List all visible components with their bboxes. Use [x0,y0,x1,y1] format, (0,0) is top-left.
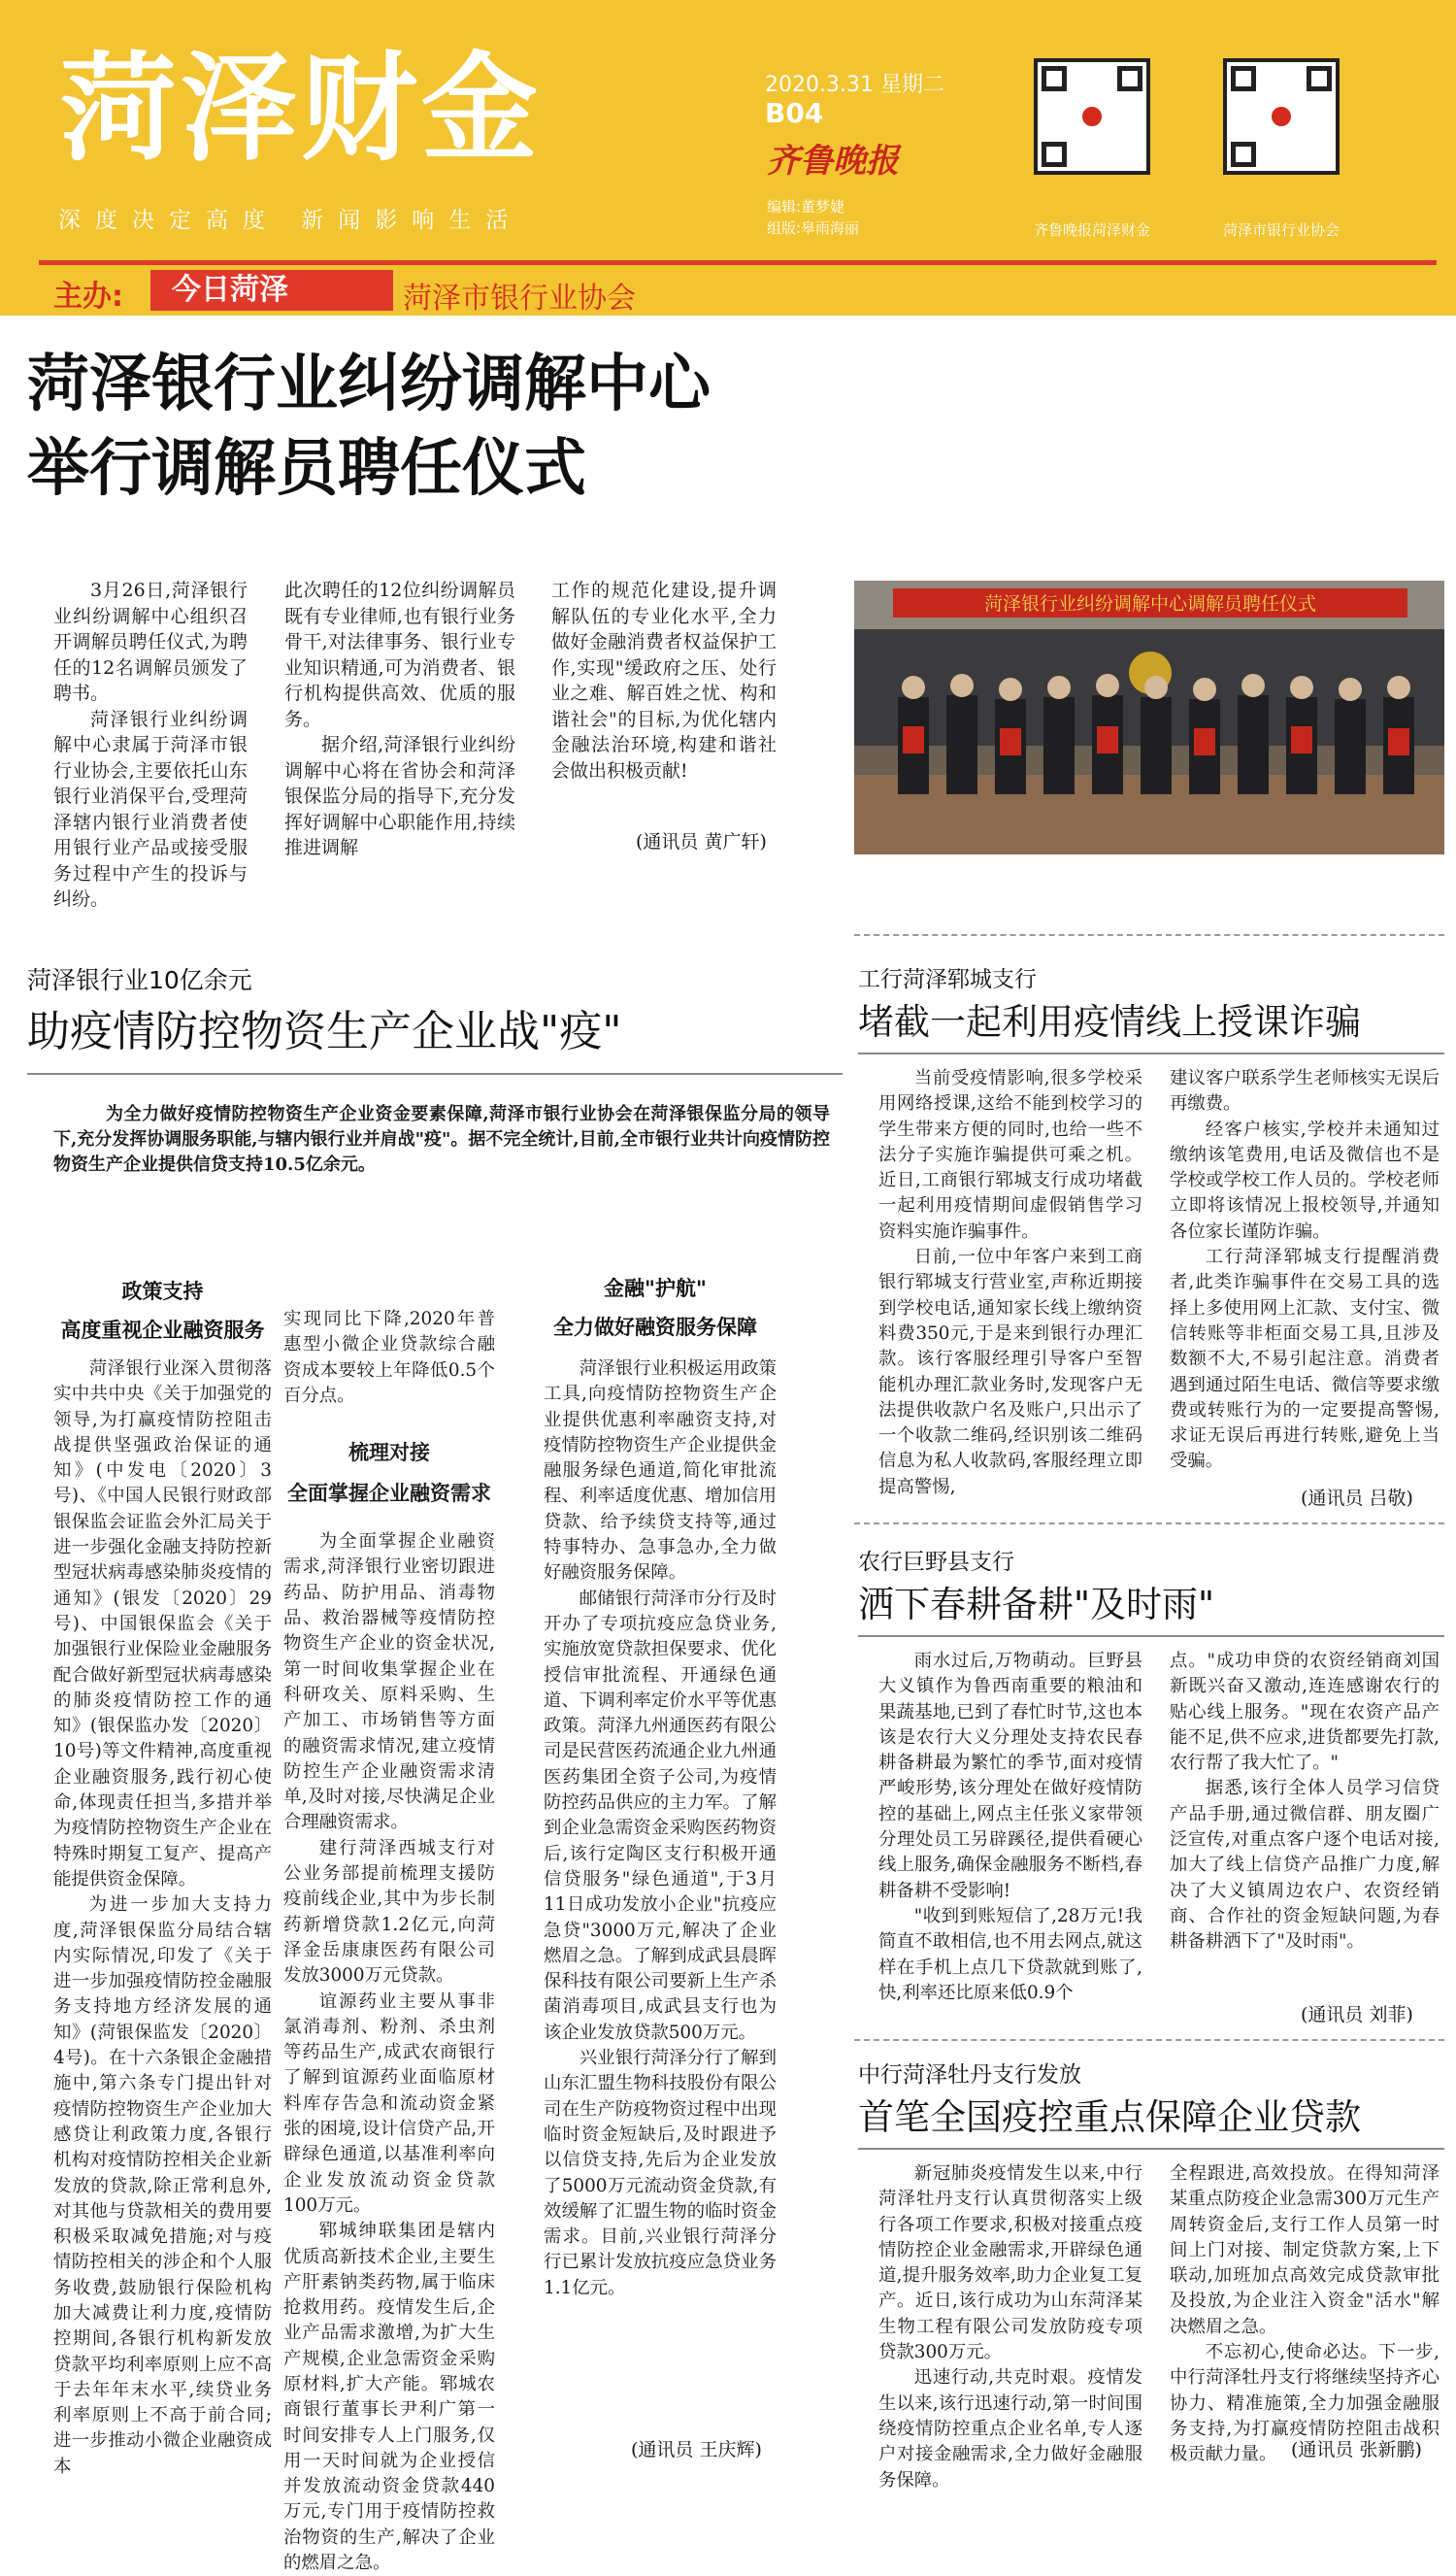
article1-column-3: 工作的规范化建设,提升调解队伍的专业化水平,全力做好金融消费者权益保护工作,实现"缓政府之压、处行业之难、解百姓之忧、构和谐社会"的目标,为优化辖内金融法治环境,构建和谐社会做出积极贡献! [551,580,777,782]
article3-kicker: 工行菏泽郓城支行 [858,967,1037,992]
article2-headline: 助疫情防控物资生产企业战"疫" [27,1007,622,1056]
article3-column-1: 当前受疫情影响,很多学校采用网络授课,这给不能到校学习的学生带来方便的同时,也给一些不法分子实施诈骗提供可乘之机。近日,工商银行郓城支行成功堵截一起利用疫情期间虚假销售学习资料实施诈骗事件。 日前,一位中年客户来到工商银行郓城支行营业室,声称近期接到学校电话,通知家长线上缴纳资料费350元,于是来到银行办理汇款。该行客服经理引导客户至智能机办理汇款业务时,发现客户无法提供收款户名及账户,只出示了一个收款二维码,经识别该二维码信息为私人收款码,客服经理立即提高警惕, [878,1068,1142,1497]
article2-section2-title-1: 梳理对接 [348,1441,430,1465]
article3-headline: 堵截一起利用疫情线上授课诈骗 [858,1001,1361,1043]
article2-column-2: 实现同比下降,2020年普惠型小微企业贷款综合融资成本要较上年降低0.5个百分点。 梳理对接 全面掌握企业融资需求 为全面掌握企业融资需求,菏泽银行业密切跟进药品、防护用品、消毒物品、救治器械等疫情防控物资生产企业的资金状况,第一时间收集掌握企业在科研攻关、原料采购、生产加工、市场销售等方面的融资需求情况,建立疫情防控生产企业融资需求清单,及时对接,尽快满足企业合理融资需求。 建行菏泽西城支行对公业务部提前梳理支援防疫前线企业,其中为步长制药新增贷款1.2亿元,向菏泽金岳康康医药有限公司发放3000万元贷款。 谊源药业主要从事非氯消毒剂、粉剂、杀虫剂等药品生产,成武农商银行了解到谊源药业面临原材料库存告急和流动资金紧张的困境,设计信贷产品,开辟绿色通道,以基准利率向企业发放流动资金贷款100万元。 郓城绅联集团是辖内优质高新技术企业,主要生产肝素钠类药物,属于临床抢救用药。疫情发生后,企业产品需求激增,为扩大生产规模,企业急需资金采购原材料,扩大产能。郓城农商银行董事长尹利广第一时间安排专人上门服务,仅用一天时间就为企业授信并发放流动资金贷款440万元,专门用于疫情防控救治物资的生产,解决了企业的燃眉之急。 [283,1309,495,2574]
layout-name: 组版:皋雨海丽 [767,219,860,237]
article3-column-2: 建议客户联系学生老师核实无误后再缴费。 经客户核实,学校并未通知过缴纳该笔费用,电话及微信也不是学校或学校工作人员的。学校老师立即将该情况上报校领导,并通知各位家长谨防诈骗。 工行菏泽郓城支行提醒消费者,此类诈骗事件在交易工具的选择上多使用网上汇款、支付宝、微信转账等非柜面交易工具,且涉及数额不大,不易引起注意。消费者遇到通过陌生电话、微信等要求缴费或转账行为的一定要提高警惕,求证无误后再进行转账,避免上当受骗。 [1170,1068,1439,1472]
article5-credit: (通讯员 张新鹏) [1291,2439,1422,2460]
masthead-slogan: 深度决定高度 新闻影响生活 [58,208,523,233]
host-logo: 今日菏泽 [150,270,393,311]
host-association: 菏泽市银行业协会 [403,282,636,316]
paper-name: 齐鲁晚报 [767,142,899,181]
qr-code-icon [1223,58,1340,175]
ceremony-photo-graphic [854,581,1444,854]
article1-headline-line2: 举行调解员聘任仪式 [27,433,586,505]
article5-column-1: 新冠肺炎疫情发生以来,中行菏泽牡丹支行认真贯彻落实上级行各项工作要求,积极对接重点疫情防控企业金融需求,开辟绿色通道,提升服务效率,助力企业复工复产。近日,该行成功为山东菏泽某生物工程有限公司发放防疫专项贷款300万元。 迅速行动,共克时艰。疫情发生以来,该行迅速行动,第一时间围绕疫情防控重点企业名单,专人逐户对接金融需求,全力做好金融服务保障。 [878,2163,1142,2491]
issue-date: 2020.3.31 星期二 [765,73,944,97]
article4-kicker: 农行巨野县支行 [858,1550,1014,1575]
qr1-caption: 齐鲁晚报菏泽财金 [1033,221,1150,239]
divider [858,2148,1444,2150]
article5-column-2: 全程跟进,高效投放。在得知菏泽某重点防疫企业急需300万元生产周转资金后,支行工作人员第一时间上门对接、制定贷款方案,上下联动,加班加点高效完成贷款审批及投放,为企业注入资金"活水"解决燃眉之急。 不忘初心,使命必达。下一步,中行菏泽牡丹支行将继续坚持齐心协力、精准施策,全力加强金融服务支持,为打赢疫情防控阻击战积极贡献力量。 [1170,2163,1439,2465]
article2-section1-title: 政策支持 高度重视企业融资服务 [60,1280,265,1342]
article5-kicker: 中行菏泽牡丹支行发放 [858,2062,1081,2088]
ceremony-photo [854,581,1444,854]
article1-credit: (通讯员 黄广轩) [636,831,767,853]
article3-credit: (通讯员 吕敬) [1301,1488,1413,1509]
divider [858,1053,1444,1054]
divider [854,2039,1444,2041]
article4-column-2: 点。"成功申贷的农资经销商刘国新既兴奋又激动,连连感谢农行的贴心线上服务。"现在农资产品产能不足,供不应求,进货都要先打款,农行帮了我大忙了。" 据悉,该行全体人员学习信贷产品手册,通过微信群、朋友圈广泛宣传,对重点客户逐个电话对接,加大了线上信贷产品推广力度,解决了大义镇周边农户、农资经销商、合作社的资金短缺问题,为春耕备耕洒下了"及时雨"。 [1170,1651,1439,1953]
divider [854,1522,1444,1524]
article5-headline: 首笔全国疫控重点保障企业贷款 [858,2096,1361,2138]
photo-banner-text: 菏泽银行业纠纷调解中心调解员聘任仪式 [983,593,1317,615]
article4-headline: 洒下春耕备耕"及时雨" [858,1584,1215,1625]
host-label: 主办: [53,280,123,314]
divider [854,934,1444,936]
article2-column-3: 菏泽银行业积极运用政策工具,向疫情防控物资生产企业提供优惠利率融资支持,对疫情防控物资生产企业提供金融服务绿色通道,简化审批流程、利率适度优惠、增加信用贷款、给予续贷支持等,通过特事特办、急事急办,全力做好融资服务保障。 邮储银行菏泽市分行及时开办了专项抗疫应急贷业务,实施放宽贷款担保要求、优化授信审批流程、开通绿色通道、下调利率定价水平等优惠政策。菏泽九州通医药有限公司是民营医药流通企业九州通医药集团全资子公司,为疫情防控药品供应的主力军。了解到企业急需资金采购医药物资后,该行定陶区支行积极开通信贷服务"绿色通道",于3月11日成功发放小企业"抗疫应急贷"3000万元,解决了企业燃眉之急。了解到成武县晨晖保科技有限公司要新上生产杀菌消毒项目,成武县支行也为该企业发放贷款500万元。 兴业银行菏泽分行了解到山东汇盟生物科技股份有限公司在生产防疫物资过程中出现临时资金短缺后,及时跟进予以信贷支持,先后为企业发放了5000万元流动资金贷款,有效缓解了汇盟生物的临时资金需求。目前,兴业银行菏泽分行已累计发放抗疫应急贷业务1.1亿元。 [544,1358,777,2298]
article2-lead: 为全力做好疫情防控物资生产企业资金要素保障,菏泽市银行业协会在菏泽银保监分局的领导下,充分发挥协调服务职能,与辖内银行业并肩战"疫"。据不完全统计,目前,全市银行业共计向疫情防控物资生产企业提供信贷支持10.5亿余元。 [53,1104,830,1175]
qr-code-icon [1034,58,1150,175]
article1-headline-line1: 菏泽银行业纠纷调解中心 [27,349,711,420]
article2-kicker: 菏泽银行业10亿余元 [27,966,252,994]
article4-column-1: 雨水过后,万物萌动。巨野县大义镇作为鲁西南重要的粮油和果蔬基地,已到了春忙时节,这也本该是农行大义分理处支持农民春耕备耕最为繁忙的季节,面对疫情严峻形势,该分理处在做好疫情防控的基础上,网点主任张义家带领分理处员工另辟蹊径,提供看硬心线上服务,确保金融服务不断档,春耕备耕不受影响! "收到到账短信了,28万元!我简直不敢相信,也不用去网点,就这样在手机上点几下贷款就到账了,快,利率还比原来低0.9个 [878,1651,1142,2003]
article2-section3-title: 金融"护航" 全力做好融资服务保障 [553,1277,757,1339]
article2-column-1: 菏泽银行业深入贯彻落实中共中央《关于加强党的领导,为打赢疫情防控阻击战提供坚强政治保证的通知》(中发电〔2020〕3号)、《中国人民银行财政部银保监会证监会外汇局关于进一步强化金融支持防控新型冠状病毒感染肺炎疫情的通知》(银发〔2020〕29号)、中国银保监会《关于加强银行业保险业金融服务配合做好新型冠状病毒感染的肺炎疫情防控工作的通知》(银保监办发〔2020〕10号)等文件精神,高度重视企业融资服务,践行初心使命,体现责任担当,多措并举为疫情防控物资生产企业在特殊时期复工复产、提高产能提供资金保障。 为进一步加大支持力度,菏泽银保监分局结合辖内实际情况,印发了《关于进一步加强疫情防控金融服务支持地方经济发展的通知》(菏银保监发〔2020〕4号)。在十六条银企金融措施中,第六条专门提出针对疫情防控物资生产企业加大感贷让利政策力度,各银行机构对疫情防控相关企业新发放的贷款,除正常利息外,对其他与贷款相关的费用要积极采取减免措施;对与疫情防控相关的涉企和个人服务收费,鼓励银行保险机构加大减费让利力度,疫情防控期间,各银行机构新发放贷款平均利率原则上应不高于去年年末水平,续贷业务利率原则上不高于前合同;进一步推动小微企业融资成本 [53,1358,272,2477]
masthead-title: 菏泽财金 [60,42,542,177]
qr2-caption: 菏泽市银行业协会 [1222,221,1340,239]
divider [858,1635,1444,1637]
editor-info [767,196,859,239]
article1-column-1: 3月26日,菏泽银行业纠纷调解中心组织召开调解员聘任仪式,为聘任的12名调解员颁发了聘书。 菏泽银行业纠纷调解中心隶属于菏泽市银行业协会,主要依托山东银行业消保平台,受理菏泽辖内银行业消费者使用银行业产品或接受服务过程中产生的投诉与纠纷。 [53,580,248,910]
article2-credit: (通讯员 王庆辉) [631,2439,762,2460]
article4-credit: (通讯员 刘菲) [1301,2004,1413,2025]
article2-section2-title-2: 全面掌握企业融资需求 [287,1482,491,1506]
editor-name: 编辑:董梦婕 [767,198,845,216]
divider [39,260,1437,265]
page-number: B04 [765,97,824,129]
article1-column-2: 此次聘任的12位纠纷调解员既有专业律师,也有银行业务骨干,对法律事务、银行业专业知识精通,可为消费者、银行机构提供高效、优质的服务。 据介绍,菏泽银行业纠纷调解中心将在省协会和菏泽银保监分局的指导下,充分发挥好调解中心职能作用,持续推进调解 [284,580,515,858]
divider [27,1073,843,1075]
